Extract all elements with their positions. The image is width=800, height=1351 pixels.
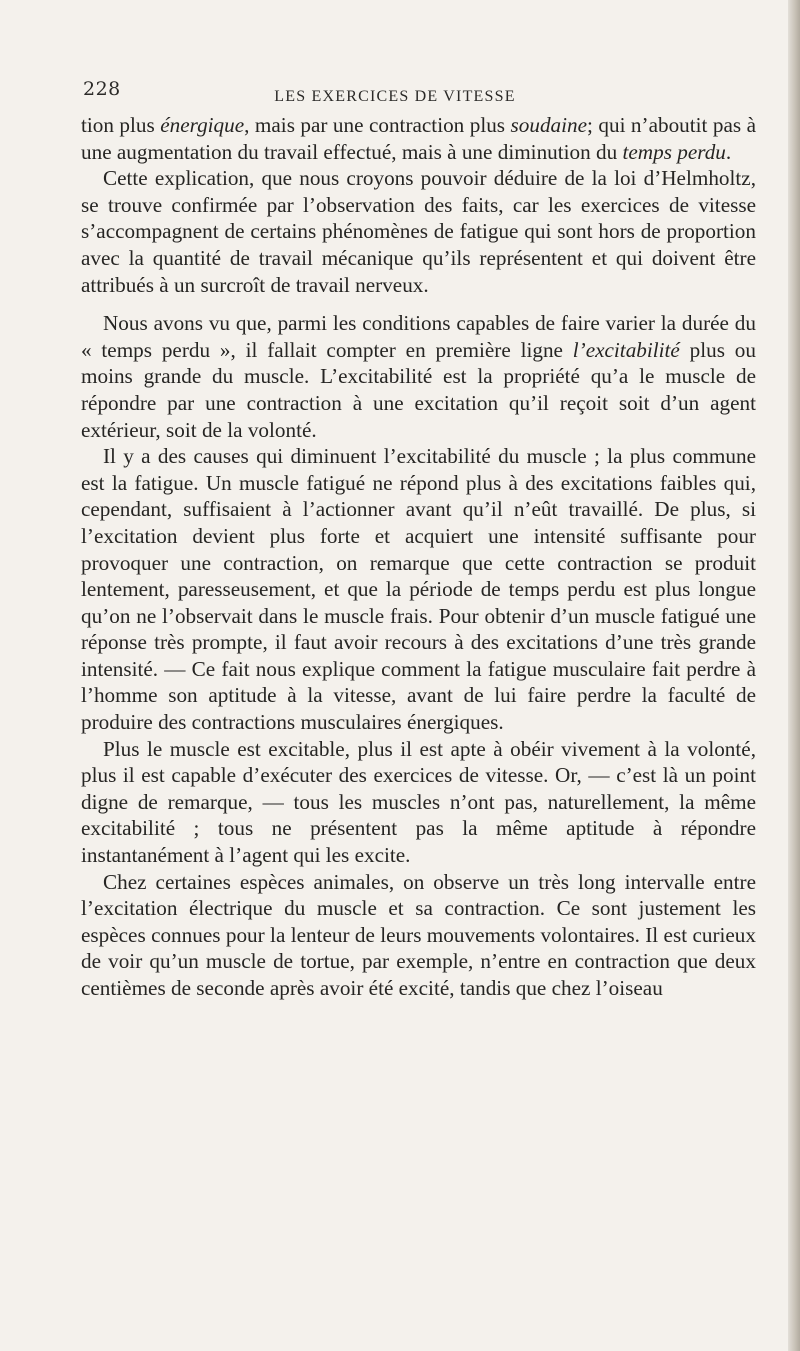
text-run: . — [725, 139, 732, 164]
paragraph — [81, 869, 756, 1002]
page-edge — [788, 0, 800, 1351]
body-text — [81, 112, 756, 1002]
text-run: Nous avons vu que, parmi les conditions capables de faire varier la durée du « temps perdu », il fallait compter en première ligne — [81, 311, 756, 362]
text-run: tion plus — [81, 113, 161, 137]
paragraph — [81, 165, 756, 298]
running-head: LES EXERCICES DE VITESSE — [274, 88, 516, 105]
italic-run: énergique — [160, 113, 245, 137]
text-run: Il y a des causes qui diminuent l’excitabilité du muscle ; la plus commune est la fatigue. Un muscle fatigué ne répond plus à des excitations faibles qui, cependant, suffisaient à l’actionner avant qu’il n’eût travaillé. De plus, si l’excitation devient plus forte et acquiert une intensité suffisante pour provoquer une contraction, on remarque que cette contraction se produit lentement, paresseusement, et que la période de temps perdu est plus longue qu’on ne l’observait dans le muscle frais. Pour obtenir d’un muscle fatigué une réponse très prompte, il faut avoir recours à des excitations d’une très grande intensité. — Ce fait nous explique comment la fatigue musculaire fait perdre à l’homme son aptitude à la vitesse, avant de lui faire perdre la faculté de produire des contractions musculaires énergiques. — [81, 444, 756, 735]
text-run: Chez certaines espèces animales, on observe un très long intervalle entre l’excitation électrique du muscle et sa contraction. Ce sont justement les espèces connues pour la lenteur de leurs mouvements volontaires. Il est curieux de voir qu’un muscle de tortue, par exemple, n’entre en contraction que deux centièmes de seconde après avoir été excité, tandis que chez l’oiseau — [81, 869, 756, 1000]
page-number: 228 — [83, 78, 121, 100]
text-run: Plus le muscle est excitable, plus il est apte à obéir vivement à la volonté, plus il est capable d’exécuter des exercices de vitesse. Or, — c’est là un point digne de remarque, — tous les muscles n’ont pas, naturellement, la même excitabilité ; tous ne présentent pas la même aptitude à répondre instantanément à l’agent qui les excite. — [81, 736, 756, 868]
paragraph — [81, 310, 756, 443]
paragraph — [81, 736, 756, 869]
text-run: plus ou moins grande du muscle. L’excitabilité est la propriété qu’a le muscle de répondre par une contraction à une excitation qu’il reçoit soit d’un agent extérieur, soit de la volonté. — [81, 337, 756, 442]
paragraph — [81, 112, 756, 165]
italic-run: temps perdu — [622, 139, 726, 164]
italic-run: soudaine — [510, 113, 588, 137]
paragraph — [81, 443, 756, 736]
text-run: ; qui n’aboutit pas à une augmentation du travail effectué, mais à une diminution du — [81, 113, 757, 164]
text-run: , mais par une contraction plus — [244, 113, 511, 137]
italic-run: l’excitabilité — [572, 337, 680, 362]
text-run: Cette explication, que nous croyons pouvoir déduire de la loi d’Helmholtz, se trouve confirmée par l’observation des faits, car les exercices de vitesse s’accompagnent de certains phénomènes de fatigue qui sont hors de proportion avec la quantité de travail mécanique qu’ils représentent et qui doivent être attribués à un surcroît de travail nerveux. — [81, 166, 756, 297]
